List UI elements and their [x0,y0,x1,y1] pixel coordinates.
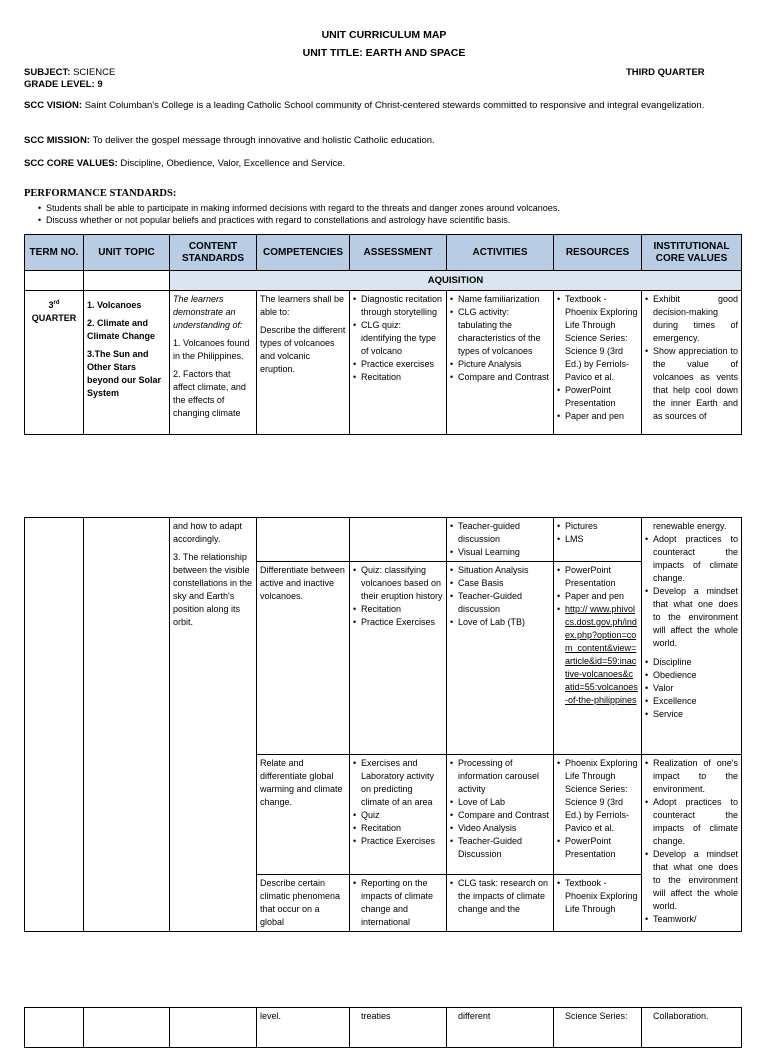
curriculum-table-part2 [24,517,742,932]
competency-cell: level. [257,1008,350,1048]
header-term-no: TERM NO. [25,235,84,271]
resources-continued: • Pictures • LMS [554,518,642,562]
curriculum-table-part1 [24,234,742,435]
resources-cell: Science Series: [554,1008,642,1048]
vision-paragraph: SCC VISION: Saint Columban's College is a leading Catholic School community of Christ-centered stewards committed to responsive and integral evangelization. [24,100,705,111]
assessment-cell: • Reporting on the impacts of climate change and international [350,875,447,932]
empty-cell [170,1008,257,1048]
competencies-cell: The learners shall be able to: Describe the different types of volcanoes and volcanic eruption. [257,291,350,435]
grade-line: GRADE LEVEL: 9 [24,79,103,90]
core-values-paragraph: SCC CORE VALUES: Discipline, Obedience, Valor, Excellence and Service. [24,158,346,169]
header-core-values: INSTITUTIONAL CORE VALUES [642,235,742,271]
header-resources: RESOURCES [554,235,642,271]
subject-line: SUBJECT: SCIENCE [24,67,116,78]
resources-cell: • Textbook - Phoenix Exploring Life Through [554,875,642,932]
resources-cell: • PowerPoint Presentation • Paper and pen • http:// www.phivolcs.dost.gov.ph/index.php?option=com_content&view=article&id=59:inactive-volcanoes&catid=55:volcanoes-of-the-philippines [554,562,642,755]
resources-cell: • Phoenix Exploring Life Through Science Series: Science 9 (3rd Ed.) by Ferriols-Pavico et al. • PowerPoint Presentation [554,755,642,875]
core-values-cell: • Realization of one's impact to the environment. • Adopt practices to counteract the impacts of climate change. • Develop a mindset that what one does to the environment will affect the whole world. • Teamwork/ [642,755,742,932]
header-unit-topic: UNIT TOPIC [84,235,170,271]
competency-cell: Describe certain climatic phenomena that occur on a global [257,875,350,932]
activities-cell: • CLG task: research on the impacts of climate change and the [447,875,554,932]
topic-item: 1. Volcanoes [87,300,142,310]
activities-cell: • Processing of information carousel activity • Love of Lab • Compare and Contrast • Video Analysis • Teacher-Guided Discussion [447,755,554,875]
assessment-cell: • Exercises and Laboratory activity on predicting climate of an area • Quiz • Recitation • Practice Exercises [350,755,447,875]
header-assessment: ASSESSMENT [350,235,447,271]
header-activities: ACTIVITIES [447,235,554,271]
topic-cell-continued [84,518,170,932]
unit-topic-cell [84,291,170,435]
performance-standards-heading: PERFORMANCE STANDARDS: [24,188,177,199]
document-title: UNIT CURRICULUM MAP [321,29,447,41]
empty-cell [84,1008,170,1048]
curriculum-table-part3 [24,1007,742,1048]
activities-cell: different [447,1008,554,1048]
content-standards-cell: The learners demonstrate an understanding of: 1. Volcanoes found in the Philippines. 2. Factors that affect climate, and the effects of changing climate [170,291,257,435]
activities-cell: • Situation Analysis • Case Basis • Teacher-Guided discussion • Love of Lab (TB) [447,562,554,755]
performance-standard-item: • Students shall be able to participate in making informed decisions with regard to the threats and danger zones around volcanoes. [38,203,560,215]
empty-cell [350,518,447,562]
performance-standard-item: • Discuss whether or not popular beliefs and practices with regard to constellations and astrology have scientific basis. [38,215,560,227]
topic-item: 2. Climate and Climate Change [87,318,156,341]
assessment-cell: • Quiz: classifying volcanoes based on their eruption history • Recitation • Practice Exercises [350,562,447,755]
empty-cell [84,271,170,291]
competency-cell: Differentiate between active and inactive volcanoes. [257,562,350,755]
activities-continued: • Teacher-guided discussion • Visual Learning [447,518,554,562]
empty-cell [257,518,350,562]
header-content-standards: CONTENT STANDARDS [170,235,257,271]
quarter-label: THIRD QUARTER [626,67,705,78]
mission-paragraph: SCC MISSION: To deliver the gospel message through innovative and holistic Catholic education. [24,135,435,146]
content-standards-continued: and how to adapt accordingly. 3. The relationship between the visible constellations in the sky and Earth's position along its orbit. [170,518,257,932]
assessment-cell: • Diagnostic recitation through storytelling • CLG quiz: identifying the type of volcano • Practice exercises • Recitation [350,291,447,435]
core-values-cell: • Exhibit good decision-making during times of emergency. • Show appreciation to the value of volcanoes as vents that help cool down the inner Earth and as sources of [642,291,742,435]
assessment-cell: treaties [350,1008,447,1048]
core-values-cell: Collaboration. [642,1008,742,1048]
core-values-continued: renewable energy. • Adopt practices to counteract the impacts of climate change. • Develop a mindset that what one does to the environment will affect the whole world. • Discipline • Obedience • Valor • Excellence • Service [642,518,742,755]
phivolcs-link[interactable]: http:// www.phivolcs.dost.gov.ph/index.php?option=com_content&view=article&id=59:inactive-volcanoes&catid=55:volcanoes-of-the-philippines [565,604,638,705]
empty-cell [25,271,84,291]
term-cell-continued [25,518,84,932]
performance-standards-list [38,203,560,226]
empty-cell [25,1008,84,1048]
unit-title: UNIT TITLE: EARTH AND SPACE [302,47,466,59]
competency-cell: Relate and differentiate global warming and climate change. [257,755,350,875]
aquisition-label: AQUISITION [170,271,742,291]
resources-cell: • Textbook - Phoenix Exploring Life Through Science Series: Science 9 (3rd Ed.) by Ferriols-Pavico et al. • PowerPoint Presentation • Paper and pen [554,291,642,435]
topic-item: 3.The Sun and Other Stars beyond our Solar System [87,349,162,398]
header-competencies: COMPETENCIES [257,235,350,271]
term-cell: 3rd QUARTER [25,291,84,435]
activities-cell: • Name familiarization • CLG activity: tabulating the characteristics of the types of volcanoes • Picture Analysis • Compare and Contrast [447,291,554,435]
